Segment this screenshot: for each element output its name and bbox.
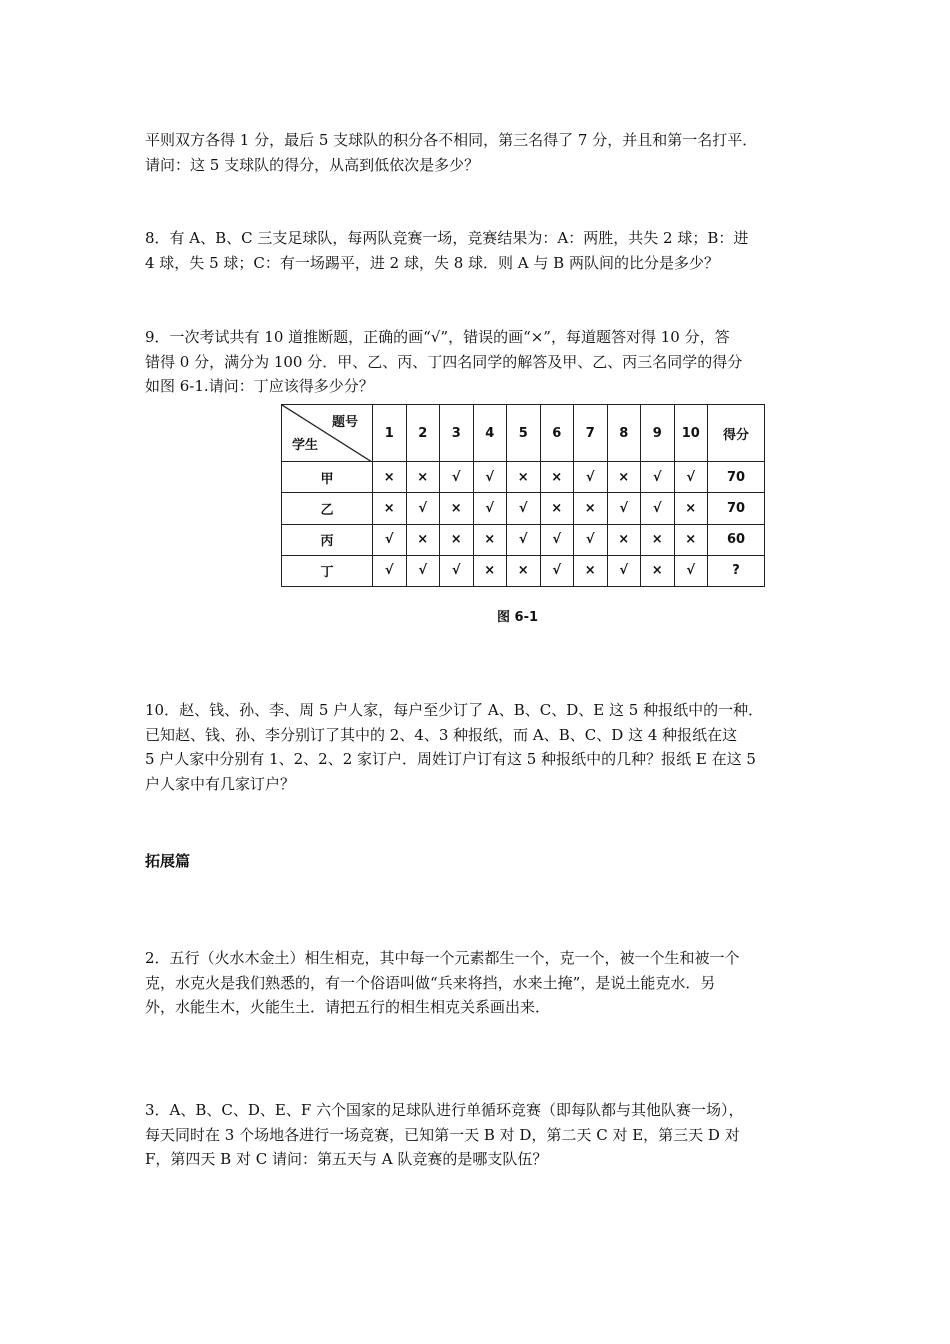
answer-mark: √ <box>507 493 541 524</box>
extension-problem-3 <box>145 1098 813 1172</box>
extension-problem-2 <box>145 946 813 1020</box>
question-number-label: 题号 <box>331 415 358 430</box>
problem-8 <box>145 226 813 275</box>
answer-mark: × <box>507 462 541 493</box>
answer-score-table <box>281 404 765 587</box>
text-line: 8．有 A、B、C 三支足球队，每两队竞赛一场，竞赛结果为：A：两胜，共失 2 球；B：进 <box>145 229 749 247</box>
answer-mark: × <box>607 524 641 555</box>
column-header: 2 <box>406 405 440 462</box>
column-header: 4 <box>473 405 507 462</box>
table-row <box>282 462 765 493</box>
student-label: 学生 <box>292 438 319 454</box>
answer-mark: × <box>373 462 407 493</box>
text-line: 每天同时在 3 个场地各进行一场竞赛，已知第一天 B 对 D，第二天 C 对 E，第三天 D 对 <box>145 1125 740 1144</box>
text-line: 克，水克火是我们熟悉的，有一个俗语叫做“兵来将挡，水来土掩”，是说土能克水．另 <box>145 973 716 992</box>
student-name: 乙 <box>282 493 373 524</box>
answer-mark: × <box>674 493 708 524</box>
answer-mark: × <box>574 555 608 586</box>
text-line: 4 球，失 5 球；C：有一场踢平，进 2 球，失 8 球．则 A 与 B 两队间的比分是多少？ <box>145 253 719 272</box>
diagonal-header-cell <box>282 405 373 462</box>
text-line: 外，水能生木，火能生土．请把五行的相生相克关系画出来． <box>145 998 551 1016</box>
text-line: 5 户人家中分别有 1、2、2、2 家订户．周姓订户订有这 5 种报纸中的几种？报纸 E 在这 5 <box>145 750 756 768</box>
answer-mark: √ <box>406 493 440 524</box>
text-line: 3．A、B、C、D、E、F 六个国家的足球队进行单循环竞赛（即每队都与其他队赛一场）， <box>145 1101 744 1119</box>
column-header: 5 <box>507 405 541 462</box>
score-cell: ? <box>708 555 765 586</box>
answer-mark: √ <box>440 462 474 493</box>
table-row <box>282 555 765 586</box>
answer-mark: × <box>540 462 574 493</box>
text-line: 请问：这 5 支球队的得分，从高到低依次是多少？ <box>145 155 480 174</box>
problem-7-continuation <box>145 128 813 177</box>
text-line: 户人家中有几家订户？ <box>145 774 296 793</box>
answer-mark: √ <box>507 524 541 555</box>
column-header: 6 <box>540 405 574 462</box>
answer-mark: √ <box>440 555 474 586</box>
text-line: 错得 0 分，满分为 100 分．甲、乙、丙、丁四名同学的解答及甲、乙、丙三名同学的得分 <box>145 352 743 371</box>
column-header: 3 <box>440 405 474 462</box>
section-heading: 拓展篇 <box>145 852 191 870</box>
score-cell: 60 <box>708 524 765 555</box>
student-name: 甲 <box>282 462 373 493</box>
answer-mark: × <box>641 524 675 555</box>
answer-mark: √ <box>373 524 407 555</box>
column-header: 8 <box>607 405 641 462</box>
text-line: 9．一次考试共有 10 道推断题，正确的画“√”，错误的画“×”，每道题答对得 10 分，答 <box>145 328 730 346</box>
answer-mark: × <box>674 524 708 555</box>
answer-mark: √ <box>607 493 641 524</box>
text-line: 10．赵、钱、孙、李、周 5 户人家，每户至少订了 A、B、C、D、E 这 5 种报纸中的一种． <box>145 701 764 719</box>
answer-mark: × <box>473 524 507 555</box>
answer-mark: × <box>540 493 574 524</box>
text-line: F，第四天 B 对 C 请问：第五天与 A 队竞赛的是哪支队伍？ <box>145 1150 548 1168</box>
answer-mark: × <box>406 462 440 493</box>
answer-mark: √ <box>540 555 574 586</box>
column-header: 1 <box>373 405 407 462</box>
answer-mark: × <box>607 462 641 493</box>
answer-mark: × <box>641 555 675 586</box>
answer-mark: √ <box>641 462 675 493</box>
text-line: 平则双方各得 1 分，最后 5 支球队的积分各不相同，第三名得了 7 分，并且和第一名打平． <box>145 131 758 149</box>
answer-mark: √ <box>473 462 507 493</box>
answer-mark: × <box>406 524 440 555</box>
answer-mark: √ <box>674 462 708 493</box>
answer-mark: × <box>473 555 507 586</box>
table-row <box>282 493 765 524</box>
student-name: 丙 <box>282 524 373 555</box>
student-name: 丁 <box>282 555 373 586</box>
text-line: 如图 6-1.请问：丁应该得多少分？ <box>145 377 374 395</box>
answer-mark: √ <box>473 493 507 524</box>
table-header-row <box>282 405 765 462</box>
answer-mark: √ <box>406 555 440 586</box>
answer-mark: √ <box>641 493 675 524</box>
answer-mark: × <box>440 493 474 524</box>
answer-mark: √ <box>574 462 608 493</box>
answer-mark: √ <box>574 524 608 555</box>
problem-9 <box>145 325 813 399</box>
text-line: 已知赵、钱、孙、李分别订了其中的 2、4、3 种报纸，而 A、B、C、D 这 4 种报纸在这 <box>145 725 738 744</box>
answer-mark: × <box>507 555 541 586</box>
table-row <box>282 524 765 555</box>
score-cell: 70 <box>708 493 765 524</box>
answer-mark: × <box>440 524 474 555</box>
answer-mark: √ <box>674 555 708 586</box>
answer-mark: √ <box>373 555 407 586</box>
text-line: 2．五行（火水木金土）相生相克，其中每一个元素都生一个，克一个，被一个生和被一个 <box>145 949 740 967</box>
figure-caption: 图 6-1 <box>497 610 539 625</box>
score-header: 得分 <box>708 405 765 462</box>
answer-mark: × <box>373 493 407 524</box>
column-header: 9 <box>641 405 675 462</box>
answer-mark: √ <box>607 555 641 586</box>
column-header: 10 <box>674 405 708 462</box>
answer-mark: × <box>574 493 608 524</box>
column-header: 7 <box>574 405 608 462</box>
score-cell: 70 <box>708 462 765 493</box>
answer-mark: √ <box>540 524 574 555</box>
problem-10 <box>145 698 813 796</box>
